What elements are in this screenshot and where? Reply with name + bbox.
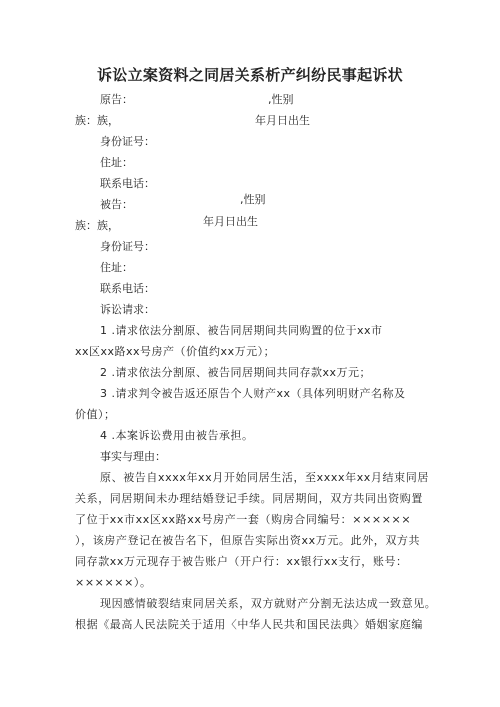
claim-item-1-line-2: xx区xx路xx号房产（价值约xx万元）； [75,345,276,358]
facts-paragraph-1-line-3: 了位于xx市xx区xx路xx号房产一套（购房合同编号：×××××× [75,513,412,526]
defendant-birth: 年月日出生 [203,215,258,228]
plaintiff-gender-label: ,性别 [268,93,294,106]
defendant-name-label: 被告： [100,198,133,211]
facts-paragraph-2-line-2: 根据《最高人民法院关于适用〈中华人民共和国民法典〉婚姻家庭编 [75,618,423,631]
defendant-address-label: 住址： [100,261,133,274]
claim-item-1-line-1: 1 .请求依法分割原、被告同居期间共同购置的位于xx市 [100,324,383,337]
claims-heading: 诉讼请求： [100,303,155,316]
defendant-id-label: 身份证号： [100,240,155,253]
document-title: 诉讼立案资料之同居关系析产纠纷民事起诉状 [96,66,403,84]
plaintiff-id-label: 身份证号： [100,135,155,148]
claim-item-3-line-2: 价值）； [75,408,116,421]
facts-paragraph-1-line-2: 关系，同居期间未办理结婚登记手续。同居期间，双方共同出资购置 [75,492,423,505]
facts-paragraph-1-line-1: 原、被告自xxxx年xx月开始同居生活，至xxxx年xx月结束同居 [100,471,429,484]
facts-paragraph-2-line-1: 现因感情破裂结束同居关系，双方就财产分割无法达成一致意见。 [100,597,437,610]
plaintiff-address-label: 住址： [100,156,133,169]
facts-paragraph-1-line-5: 同存款xx万元现存于被告账户（开户行：xx银行xx支行，账号： [75,555,408,568]
claim-item-4: 4 .本案诉讼费用由被告承担。 [100,429,254,442]
facts-paragraph-1-line-4: ），该房产登记在被告名下，但原告实际出资xx万元。此外，双方共 [75,534,421,547]
plaintiff-birth: 年月日出生 [255,114,310,127]
plaintiff-ethnicity: 族：族， [75,114,119,127]
defendant-ethnicity: 族：族， [75,219,119,232]
defendant-gender-label: ,性别 [240,193,266,206]
plaintiff-name-label: 原告： [100,93,133,106]
facts-paragraph-1-line-6: ××××××）。 [75,576,152,589]
facts-heading: 事实与理由： [100,450,166,463]
plaintiff-phone-label: 联系电话： [100,177,155,190]
claim-item-3-line-1: 3 .请求判令被告返还原告个人财产xx（具体列明财产名称及 [100,387,406,400]
defendant-phone-label: 联系电话： [100,282,155,295]
claim-item-2: 2 .请求依法分割原、被告同居期间共同存款xx万元； [100,366,372,379]
